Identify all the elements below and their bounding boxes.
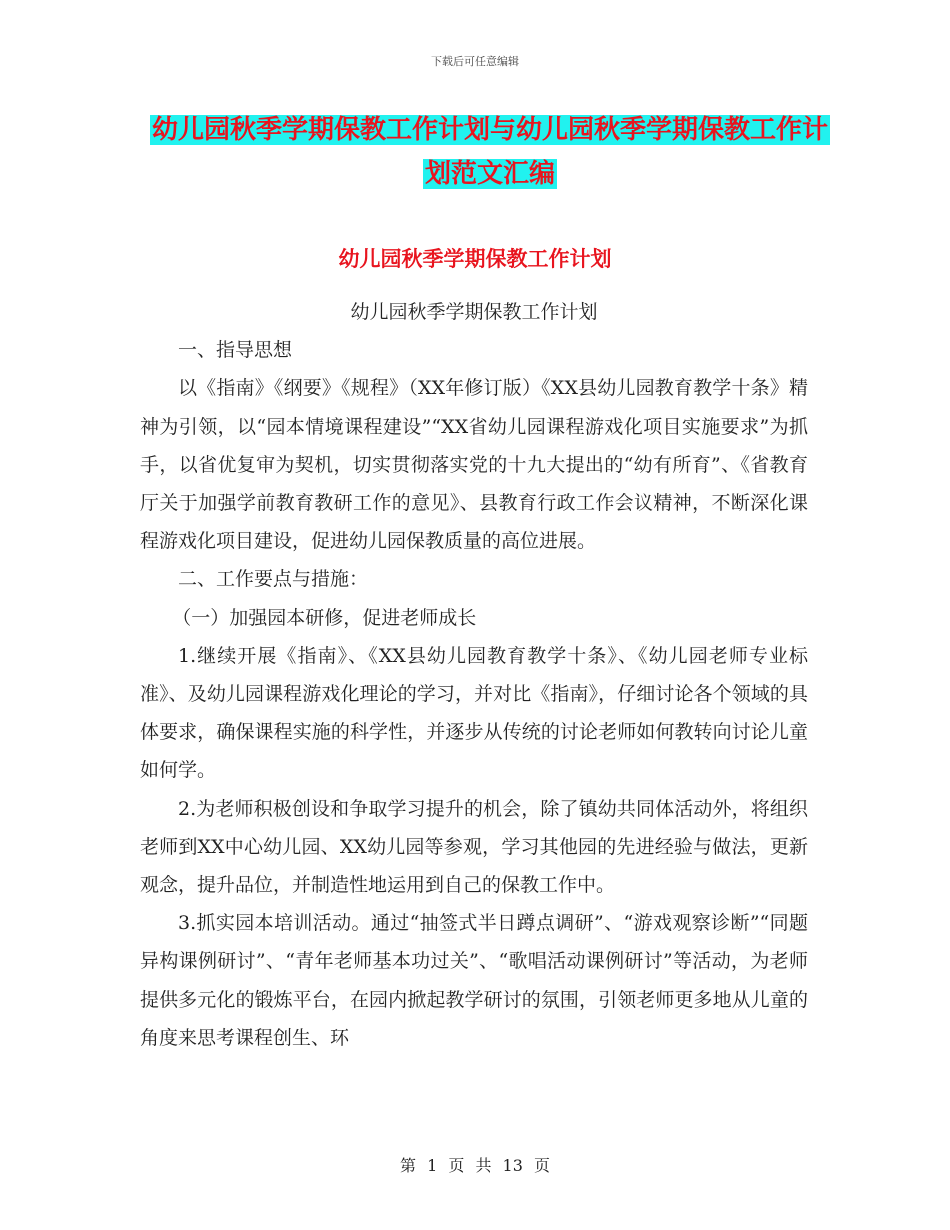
plan-subtitle: 幼儿园秋季学期保教工作计划: [350, 301, 598, 323]
paragraph-item-3: 3.抓实园本培训活动。通过“抽签式半日蹲点调研”、“游戏观察诊断”“同题异构课例研讨”、“青年老师基本功过关”、“歌唱活动课例研讨”等活动，为老师提供多元化的锻炼平台，在园内掀起教学研讨的氛围，引领老师更多地从儿童的角度来思考课程创生、环: [140, 912, 808, 1049]
paragraph-guiding-thought: 以《指南》《纲要》《规程》（XX年修订版）《XX县幼儿园教育教学十条》精神为引领，以“园本情境课程建设”“XX省幼儿园课程游戏化项目实施要求”为抓手，以省优复审为契机，切实贯彻落实党的十九大提出的“幼有所育”、《省教育厅关于加强学前教育教研工作的意见》、县教育行政工作会议精神，不断深化课程游戏化项目建设，促进幼儿园保教质量的高位进展。: [140, 377, 808, 553]
subheading-school-research: （一）加强园本研修，促进老师成长: [172, 606, 477, 629]
page-footer: 第 1 页 共 13 页: [400, 1156, 550, 1175]
heading-guiding-thought: 一、指导思想: [178, 339, 293, 362]
body-text: [140, 293, 808, 1057]
section-title: 幼儿园秋季学期保教工作计划: [338, 247, 612, 271]
main-title: [140, 108, 840, 196]
main-title-text: 幼儿园秋季学期保教工作计划与幼儿园秋季学期保教工作计划范文汇编: [151, 115, 828, 189]
heading-work-points: 二、工作要点与措施：: [178, 568, 369, 591]
paragraph-item-2: 2.为老师积极创设和争取学习提升的机会，除了镇幼共同体活动外，将组织老师到XX中心幼儿园、XX幼儿园等参观，学习其他园的先进经验与做法，更新观念，提升品位，并制造性地运用到自己的保教工作中。: [140, 797, 808, 897]
paragraph-item-1: 1.继续开展《指南》、《XX县幼儿园教育教学十条》、《幼儿园老师专业标准》、及幼儿园课程游戏化理论的学习，并对比《指南》，仔细讨论各个领域的具体要求，确保课程实施的科学性，并逐步从传统的讨论老师如何教转向讨论儿童如何学。: [140, 644, 808, 782]
header-note: 下载后可任意编辑: [431, 55, 519, 68]
